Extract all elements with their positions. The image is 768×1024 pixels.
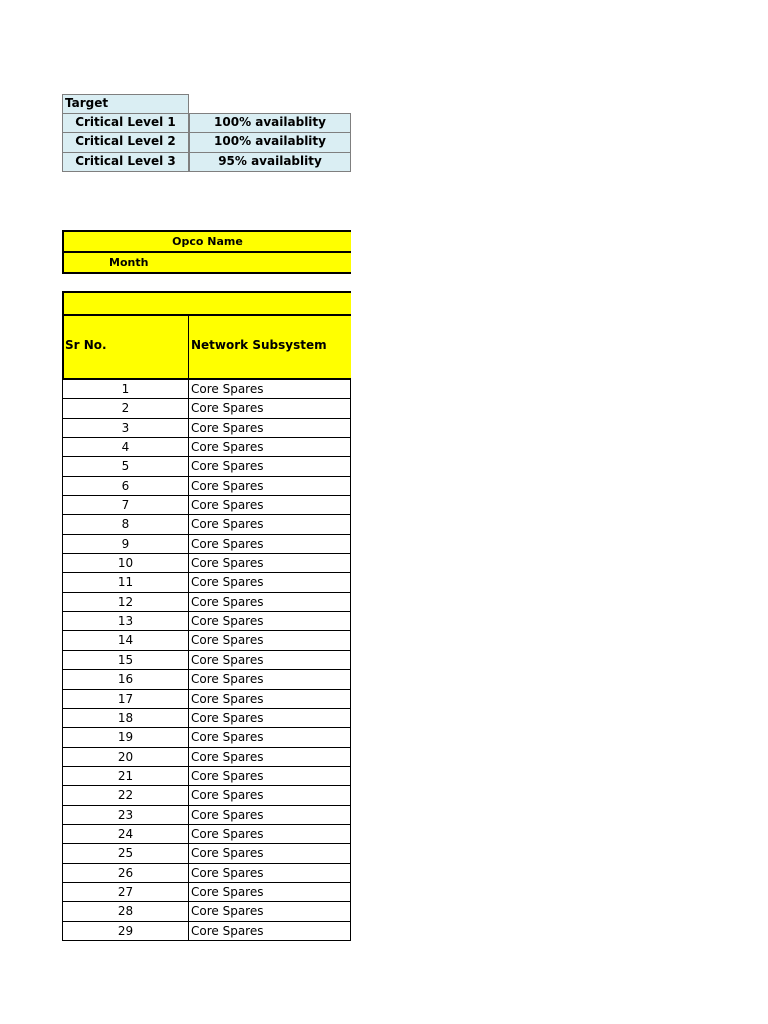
subsystem-cell[interactable]: Core Spares (189, 902, 351, 920)
table-row (63, 728, 351, 747)
target-header-empty-cell[interactable] (189, 94, 351, 114)
subsystem-cell[interactable]: Core Spares (189, 535, 351, 553)
table-row (63, 380, 351, 399)
sr-no-cell[interactable]: 3 (63, 419, 189, 437)
table-row (63, 864, 351, 883)
sr-no-cell[interactable]: 2 (63, 399, 189, 417)
table-body (62, 380, 351, 941)
table-row (63, 651, 351, 670)
sr-no-cell[interactable]: 27 (63, 883, 189, 901)
table-row (63, 477, 351, 496)
availability-cell[interactable]: 95% availablity (189, 153, 351, 173)
sr-no-cell[interactable]: 12 (63, 593, 189, 611)
table-row (63, 767, 351, 786)
network-subsystem-table (62, 291, 351, 941)
subsystem-cell[interactable]: Core Spares (189, 477, 351, 495)
subsystem-cell[interactable]: Core Spares (189, 670, 351, 688)
critical-level-cell[interactable]: Critical Level 3 (62, 153, 189, 173)
sr-no-cell[interactable]: 14 (63, 631, 189, 649)
availability-cell[interactable]: 100% availablity (189, 133, 351, 153)
network-subsystem-header[interactable]: Network Subsystem (191, 338, 327, 352)
table-row (63, 883, 351, 902)
sr-no-cell[interactable]: 11 (63, 573, 189, 591)
subsystem-cell[interactable]: Core Spares (189, 573, 351, 591)
sr-no-cell[interactable]: 9 (63, 535, 189, 553)
subsystem-cell[interactable]: Core Spares (189, 709, 351, 727)
table-row (63, 709, 351, 728)
opco-block (62, 230, 351, 274)
subsystem-cell[interactable]: Core Spares (189, 554, 351, 572)
sr-no-cell[interactable]: 10 (63, 554, 189, 572)
target-row (62, 114, 351, 134)
target-row (62, 133, 351, 153)
table-row (63, 457, 351, 476)
subsystem-cell[interactable]: Core Spares (189, 883, 351, 901)
sr-no-cell[interactable]: 24 (63, 825, 189, 843)
subsystem-cell[interactable]: Core Spares (189, 922, 351, 940)
subsystem-cell[interactable]: Core Spares (189, 515, 351, 533)
table-row (63, 573, 351, 592)
table-row (63, 399, 351, 418)
subsystem-cell[interactable]: Core Spares (189, 825, 351, 843)
sr-no-cell[interactable]: 16 (63, 670, 189, 688)
table-row (63, 535, 351, 554)
subsystem-cell[interactable]: Core Spares (189, 496, 351, 514)
opco-name-cell[interactable]: Opco Name (64, 232, 351, 253)
table-row (63, 496, 351, 515)
subsystem-cell[interactable]: Core Spares (189, 651, 351, 669)
sr-no-cell[interactable]: 8 (63, 515, 189, 533)
sr-no-cell[interactable]: 18 (63, 709, 189, 727)
target-header-row (62, 94, 351, 114)
table-row (63, 612, 351, 631)
critical-level-cell[interactable]: Critical Level 2 (62, 133, 189, 153)
table-row (63, 844, 351, 863)
target-table (62, 94, 351, 172)
sr-no-header[interactable]: Sr No. (64, 316, 189, 378)
subsystem-cell[interactable]: Core Spares (189, 380, 351, 398)
sr-no-cell[interactable]: 29 (63, 922, 189, 940)
sr-no-cell[interactable]: 25 (63, 844, 189, 862)
sr-no-cell[interactable]: 6 (63, 477, 189, 495)
subsystem-cell[interactable]: Core Spares (189, 864, 351, 882)
table-title-band[interactable] (62, 291, 351, 314)
sr-no-cell[interactable]: 13 (63, 612, 189, 630)
sr-no-cell[interactable]: 1 (63, 380, 189, 398)
subsystem-cell[interactable]: Core Spares (189, 786, 351, 804)
subsystem-cell[interactable]: Core Spares (189, 748, 351, 766)
subsystem-cell[interactable]: Core Spares (189, 457, 351, 475)
subsystem-cell[interactable]: Core Spares (189, 806, 351, 824)
subsystem-cell[interactable]: Core Spares (189, 419, 351, 437)
sr-no-cell[interactable]: 26 (63, 864, 189, 882)
table-row (63, 554, 351, 573)
sr-no-cell[interactable]: 15 (63, 651, 189, 669)
table-row (63, 593, 351, 612)
subsystem-cell[interactable]: Core Spares (189, 399, 351, 417)
month-cell[interactable]: Month (109, 256, 149, 269)
subsystem-cell[interactable]: Core Spares (189, 631, 351, 649)
subsystem-cell[interactable]: Core Spares (189, 438, 351, 456)
subsystem-cell[interactable]: Core Spares (189, 844, 351, 862)
subsystem-cell[interactable]: Core Spares (189, 690, 351, 708)
sr-no-cell[interactable]: 19 (63, 728, 189, 746)
sr-no-cell[interactable]: 17 (63, 690, 189, 708)
subsystem-cell[interactable]: Core Spares (189, 728, 351, 746)
subsystem-cell[interactable]: Core Spares (189, 593, 351, 611)
sr-no-cell[interactable]: 20 (63, 748, 189, 766)
table-row (63, 631, 351, 650)
table-row (63, 419, 351, 438)
table-row (63, 786, 351, 805)
table-row (63, 690, 351, 709)
subsystem-cell[interactable]: Core Spares (189, 767, 351, 785)
sr-no-cell[interactable]: 22 (63, 786, 189, 804)
table-row (63, 825, 351, 844)
sr-no-cell[interactable]: 4 (63, 438, 189, 456)
sr-no-cell[interactable]: 5 (63, 457, 189, 475)
target-row (62, 153, 351, 173)
target-header-cell[interactable]: Target (62, 94, 189, 114)
critical-level-cell[interactable]: Critical Level 1 (62, 114, 189, 134)
subsystem-cell[interactable]: Core Spares (189, 612, 351, 630)
sr-no-cell[interactable]: 7 (63, 496, 189, 514)
table-row (63, 922, 351, 941)
table-row (63, 438, 351, 457)
availability-cell[interactable]: 100% availablity (189, 114, 351, 134)
table-header-row (62, 314, 351, 380)
sr-no-cell[interactable]: 23 (63, 806, 189, 824)
sr-no-cell[interactable]: 28 (63, 902, 189, 920)
table-row (63, 670, 351, 689)
table-row (63, 902, 351, 921)
sr-no-cell[interactable]: 21 (63, 767, 189, 785)
table-row (63, 748, 351, 767)
table-row (63, 806, 351, 825)
table-row (63, 515, 351, 534)
